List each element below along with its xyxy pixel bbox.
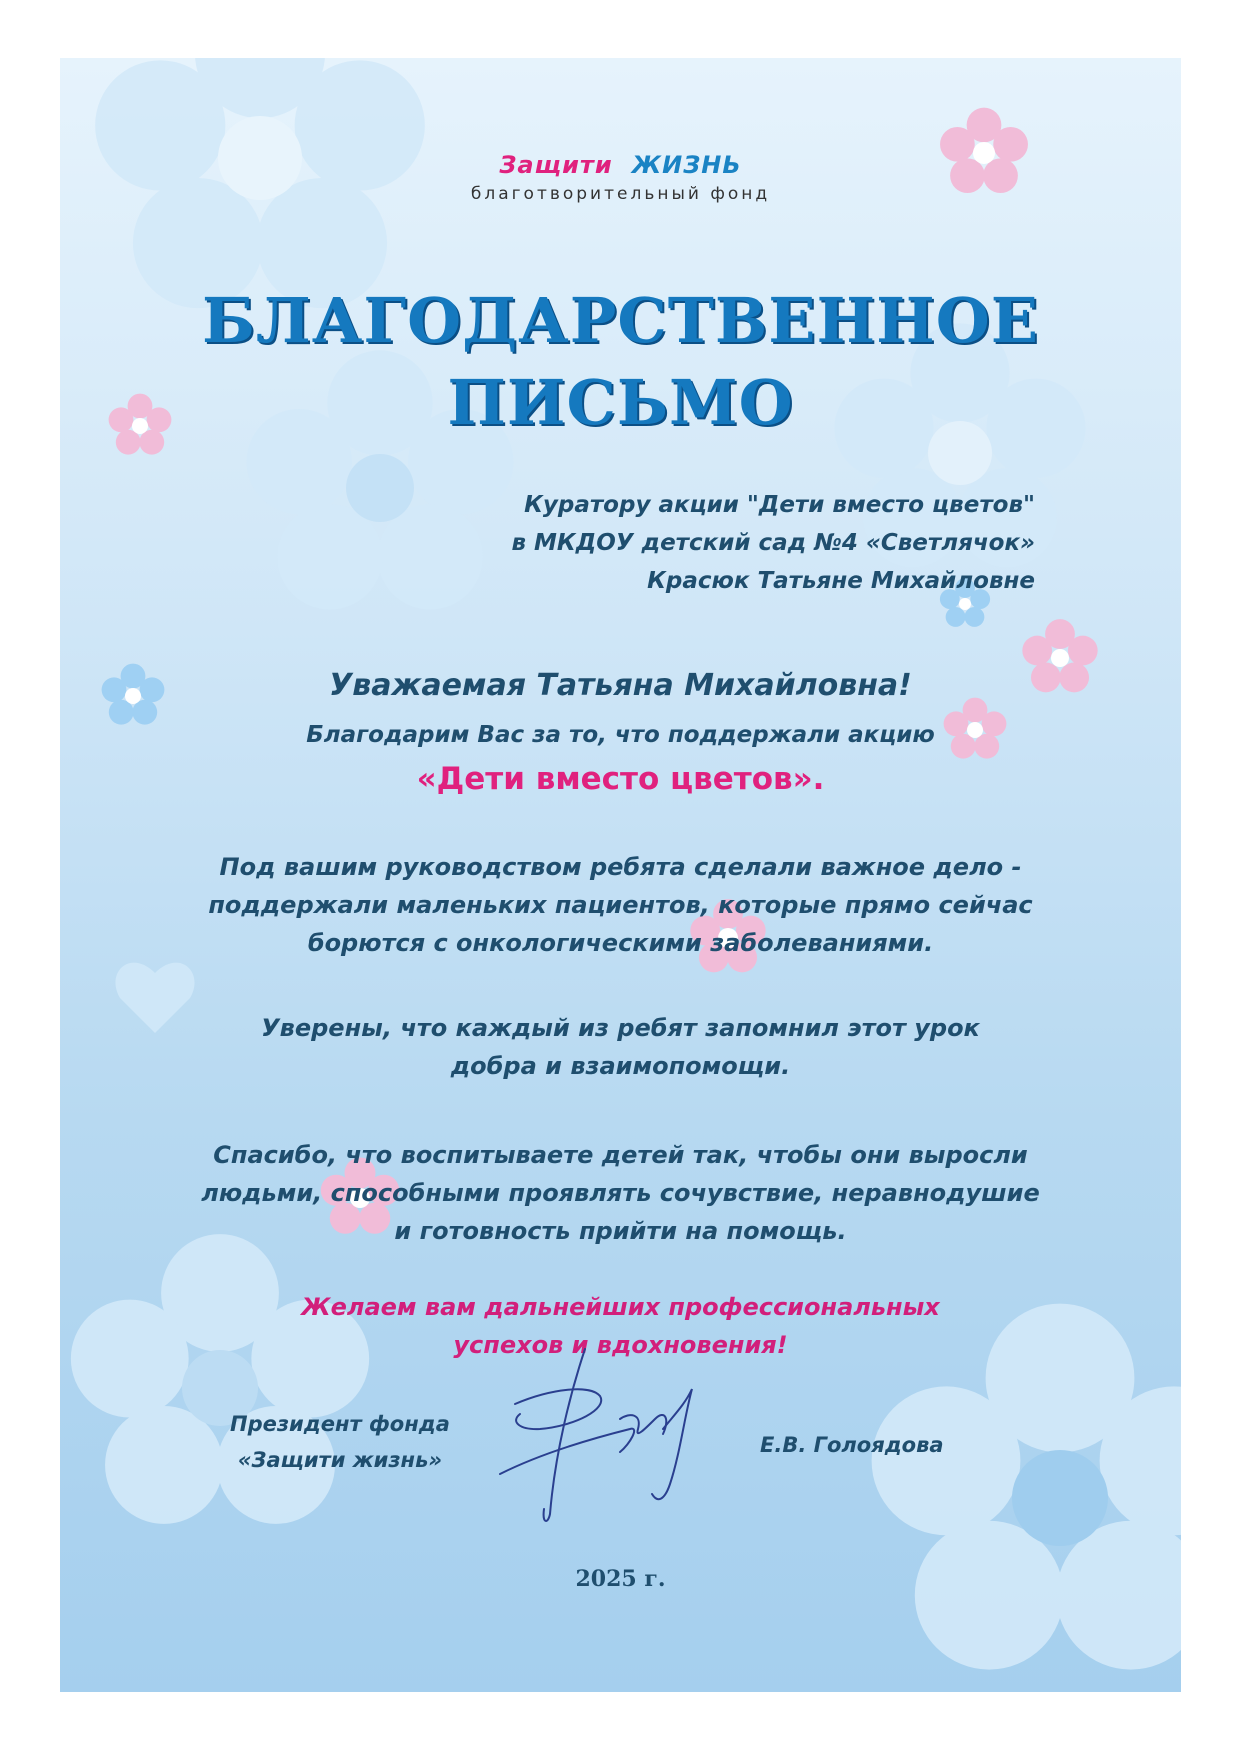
paragraph-1-line: борются с онкологическими заболеваниями. xyxy=(307,929,934,957)
logo-subtitle: благотворительный фонд xyxy=(470,184,771,204)
logo-title-part1: Защити xyxy=(499,151,613,179)
addressee-line-2: в МКДОУ детский сад №4 «Светлячок» xyxy=(511,530,1035,556)
paragraph-3-line: людьми, способными проявлять сочувствие, неравнодушие xyxy=(201,1179,1040,1207)
foundation-logo xyxy=(60,126,1181,204)
wish-line: Желаем вам дальнейших профессиональных xyxy=(301,1293,940,1321)
greeting: Уважаемая Татьяна Михайловна! xyxy=(329,668,912,703)
paragraph-2 xyxy=(60,1009,1181,1085)
action-name: «Дети вместо цветов». xyxy=(416,761,825,797)
addressee-line-3: Красюк Татьяне Михайловне xyxy=(647,568,1035,594)
signatory-role-line-2: «Защити жизнь» xyxy=(237,1448,442,1472)
letter-year: 2025 г. xyxy=(575,1566,666,1592)
handwritten-signature xyxy=(480,1334,710,1534)
paragraph-3-line: и готовность прийти на помощь. xyxy=(394,1217,847,1245)
logo-title-part2: ЖИЗНЬ xyxy=(631,151,742,179)
page-title xyxy=(60,280,1181,444)
title-line-1: БЛАГОДАРСТВЕННОЕ xyxy=(202,284,1039,357)
paragraph-3-line: Спасибо, что воспитываете детей так, чтобы они выросли xyxy=(213,1141,1028,1169)
paragraph-1 xyxy=(60,848,1181,962)
signatory-role xyxy=(230,1406,450,1478)
addressee-line-1: Куратору акции "Дети вместо цветов" xyxy=(524,492,1035,518)
signatory-name: Е.В. Голоядова xyxy=(760,1433,944,1457)
paragraph-3 xyxy=(60,1136,1181,1250)
logo-title xyxy=(60,126,1181,186)
thanks-line: Благодарим Вас за то, что поддержали акцию xyxy=(306,722,935,748)
letter-sheet xyxy=(60,58,1181,1692)
signatory-role-line-1: Президент фонда xyxy=(230,1412,450,1436)
title-line-2: ПИСЬМО xyxy=(447,366,794,439)
paragraph-2-line: Уверены, что каждый из ребят запомнил этот урок xyxy=(261,1014,980,1042)
wish-line: успехов и вдохновения! xyxy=(453,1331,788,1359)
paragraph-1-line: Под вашим руководством ребята сделали важное дело - xyxy=(219,853,1022,881)
paragraph-1-line: поддержали маленьких пациентов, которые прямо сейчас xyxy=(208,891,1033,919)
paragraph-2-line: добра и взаимопомощи. xyxy=(450,1052,791,1080)
addressee-block xyxy=(511,486,1035,600)
